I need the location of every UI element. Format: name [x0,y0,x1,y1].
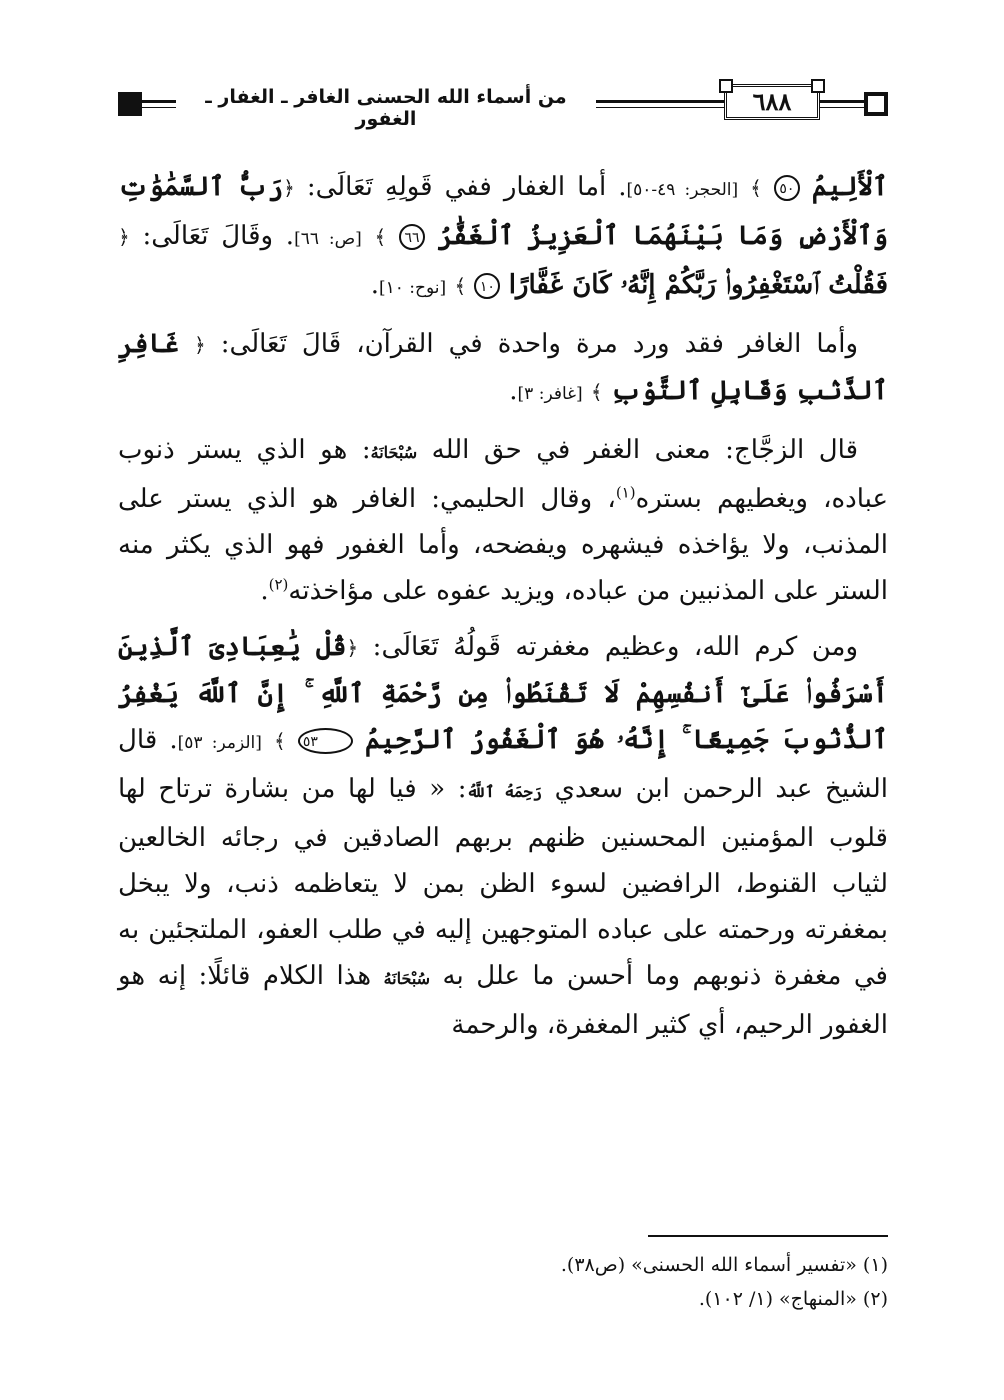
opening-bracket: ﴿ [194,333,206,357]
verse-reference: [الزمر: ٥٣] [177,733,262,753]
page [118,80,889,1310]
verse-number-marker: ٦٦ [399,224,425,250]
paragraph-4 [118,624,888,1048]
quran-verse: ٱلْأَلِيمُ [811,172,889,202]
body-text-run: : هو الذي يستر ذنوب عباده، ويغطيهم بستره [118,435,888,514]
verse-number-marker: ٥٣ [298,728,353,754]
body-text [118,164,888,1048]
opening-bracket: ﴿ [346,636,359,660]
body-text-run: . أما الغفار ففي قَولِهِ تَعَالَى: [294,172,627,202]
footnote-separator [648,1235,888,1237]
body-text-run: . [260,576,269,606]
honorific-glyph: سُبْحَانَهُ [383,969,431,988]
quran-verse: غَافِرِ ٱلذَّنۢبِ وَقَابِلِ ٱلتَّوْبِ [118,329,888,406]
honorific-glyph: سُبْحَانَهُ [370,443,418,462]
header-right-ornament [864,92,888,116]
honorific-glyph: رَحِمَهُ ٱللَّهُ [466,782,543,801]
header-left-ornament [118,92,142,116]
closing-bracket: ﴾ [454,274,467,298]
closing-bracket: ﴾ [374,225,387,249]
body-text-run: قال الزجَّاج: معنى الغفر في حق الله [417,435,859,465]
verse-number-marker: ٥٠ [774,175,800,201]
closing-bracket: ﴾ [274,729,286,753]
header-title: من أسماء الله الحسنى الغافر ـ الغفار ـ الغفور [176,86,596,130]
footnote-1: (١) «تفسير أسماء الله الحسنى» (ص٣٨). [560,1254,888,1276]
footnotes [118,1248,888,1316]
body-text-run: ومن كرم الله، وعظيم مغفرته قَولُهُ تَعَالَى: [358,632,858,662]
body-text-run: ، وقال الحليمي: الغافر هو الذي يستر على المذنب، ولا يؤاخذه فيشهره ويفضحه، وأما الغفور فهو الذي يكثر منه الستر على المذنبين من عباده، ويزيد عفوه على مؤاخذته [118,484,888,606]
verse-reference: [غافر: ٣] [517,384,583,404]
quran-verse: فَقُلْتُ ٱسْتَغْفِرُوا۟ رَبَّكُمْ إِنَّهُۥ كَانَ غَفَّارًا [508,270,888,300]
body-text-run: . وقَالَ تَعَالَى: [129,221,295,251]
paragraph-2 [118,321,888,417]
verse-reference: [ص: ٦٦] [294,229,362,249]
closing-bracket: ﴾ [590,380,603,404]
opening-bracket: ﴿ [283,176,295,200]
quran-verse: رَبُّ ٱلسَّمَٰوَٰتِ وَٱلْأَرْضِ وَمَا بَيْنَهُمَا ٱلْعَزِيزُ ٱلْغَفَّٰرُ [118,172,888,251]
body-text-run: وأما الغافر فقد ورد مرة واحدة في القرآن، قَالَ تَعَالَى: [205,329,858,359]
verse-number-marker: ١٠ [474,273,500,299]
verse-reference: [نوح: ١٠] [379,278,447,298]
running-header [118,80,888,128]
closing-bracket: ﴾ [750,176,762,200]
body-text-run: . [370,270,379,300]
paragraph-1 [118,164,888,311]
opening-bracket: ﴿ [118,225,130,249]
body-text-run: : « فيا لها من بشارة ترتاح لها قلوب المؤمنين المحسنين ظنهم بربهم الصادقين في رجائه الخالعين لثياب القنوط، الرافضين لسوء الظن بمن لا يتعاظمه ذنب، ولا يبخل بمغفرته ورحمته على عباده المتوجهين إليه في طلب العفو، الملتجئين به في مغفرة ذنوبهم وما أحسن ما علل به [118,774,888,991]
body-text-run: . [509,376,518,406]
quran-verse: قُلْ يَٰعِبَادِىَ ٱلَّذِينَ أَسْرَفُوا۟ عَلَىٰٓ أَنفُسِهِمْ لَا تَقْنَطُوا۟ مِن رَّحْمَةِ ٱللَّهِ ۚ إِنَّ ٱللَّهَ يَغْفِرُ ٱلذُّنُوبَ جَمِيعًا ۚ إِنَّهُۥ هُوَ ٱلْغَفُورُ ٱلرَّحِيمُ [118,632,889,755]
footnote-2: (٢) «المنهاج» (١/ ١٠٢). [698,1288,888,1310]
body-text-run: . قال الشيخ عبد الرحمن ابن سعدي [118,725,889,804]
footnote-ref-2[interactable]: (٢) [268,575,289,594]
page-number: ٦٨٨ [724,84,820,120]
verse-reference: [الحجر: ٤٩-٥٠] [626,180,739,200]
body-text-run: هذا الكلام قائلًا: إنه هو الغفور الرحيم، أي كثير المغفرة، والرحمة [118,961,888,1040]
paragraph-3 [118,427,888,614]
footnote-ref-1[interactable]: (١) [615,483,636,502]
